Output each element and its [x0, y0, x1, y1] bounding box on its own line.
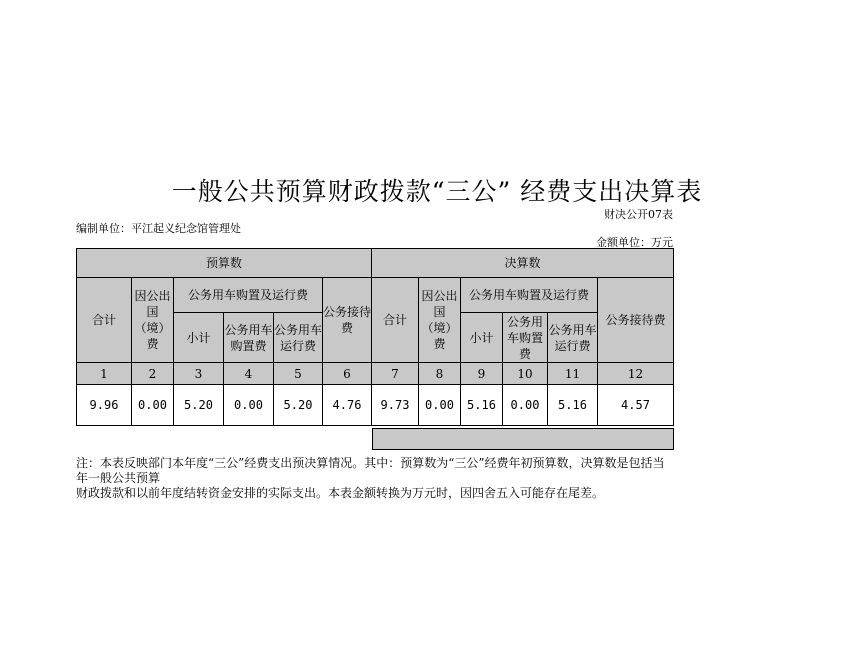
footnote	[76, 456, 676, 501]
header-budget: 预算数	[77, 249, 372, 278]
value-cell: 0.00	[503, 385, 548, 426]
col-number: 7	[372, 363, 419, 385]
value-cell: 0.00	[419, 385, 461, 426]
unit-label: 金额单位：万元	[596, 236, 673, 249]
header-car-operation-final: 公务用车运行费	[548, 313, 598, 363]
value-cell: 4.57	[598, 385, 674, 426]
header-abroad-final: 因公出国（境）费	[419, 278, 461, 363]
form-code: 财决公开07表	[604, 208, 673, 221]
header-car-purchase-final: 公务用车购置费	[503, 313, 548, 363]
col-number: 4	[224, 363, 274, 385]
header-car-group-final: 公务用车购置及运行费	[461, 278, 598, 313]
value-cell: 4.76	[323, 385, 372, 426]
value-cell: 5.16	[461, 385, 503, 426]
value-cell: 9.73	[372, 385, 419, 426]
col-number: 1	[77, 363, 132, 385]
page-title: 一般公共预算财政拨款“三公” 经费支出决算表	[171, 177, 703, 206]
value-cell: 5.20	[274, 385, 323, 426]
header-car-purchase: 公务用车购置费	[224, 313, 274, 363]
col-number: 3	[174, 363, 224, 385]
col-number: 6	[323, 363, 372, 385]
table-row	[77, 385, 674, 426]
col-number: 8	[419, 363, 461, 385]
blank-shaded-row	[372, 428, 674, 450]
value-cell: 9.96	[77, 385, 132, 426]
value-cell: 0.00	[132, 385, 174, 426]
col-number: 10	[503, 363, 548, 385]
header-abroad: 因公出国（境）费	[132, 278, 174, 363]
header-subtotal-final: 小计	[461, 313, 503, 363]
header-total-final: 合计	[372, 278, 419, 363]
col-number: 9	[461, 363, 503, 385]
footnote-line: 财政拨款和以前年度结转资金安排的实际支出。本表金额转换为万元时，因四舍五入可能存在尾差。	[76, 486, 605, 500]
col-number: 2	[132, 363, 174, 385]
header-subtotal: 小计	[174, 313, 224, 363]
org-label: 编制单位：平江起义纪念馆管理处	[76, 222, 241, 235]
footnote-line: 注：本表反映部门本年度“三公”经费支出预决算情况。其中：预算数为“三公”经费年初预算数，决算数是包括当	[76, 456, 665, 470]
header-total: 合计	[77, 278, 132, 363]
value-cell: 0.00	[224, 385, 274, 426]
col-number: 12	[598, 363, 674, 385]
header-car-operation: 公务用车运行费	[274, 313, 323, 363]
value-cell: 5.20	[174, 385, 224, 426]
footnote-line: 年一般公共预算	[76, 471, 161, 485]
expenditure-table	[76, 248, 674, 426]
header-final: 决算数	[372, 249, 674, 278]
value-cell: 5.16	[548, 385, 598, 426]
col-number: 11	[548, 363, 598, 385]
header-reception: 公务接待费	[323, 278, 372, 363]
header-reception-final: 公务接待费	[598, 278, 674, 363]
header-car-group: 公务用车购置及运行费	[174, 278, 323, 313]
col-number: 5	[274, 363, 323, 385]
